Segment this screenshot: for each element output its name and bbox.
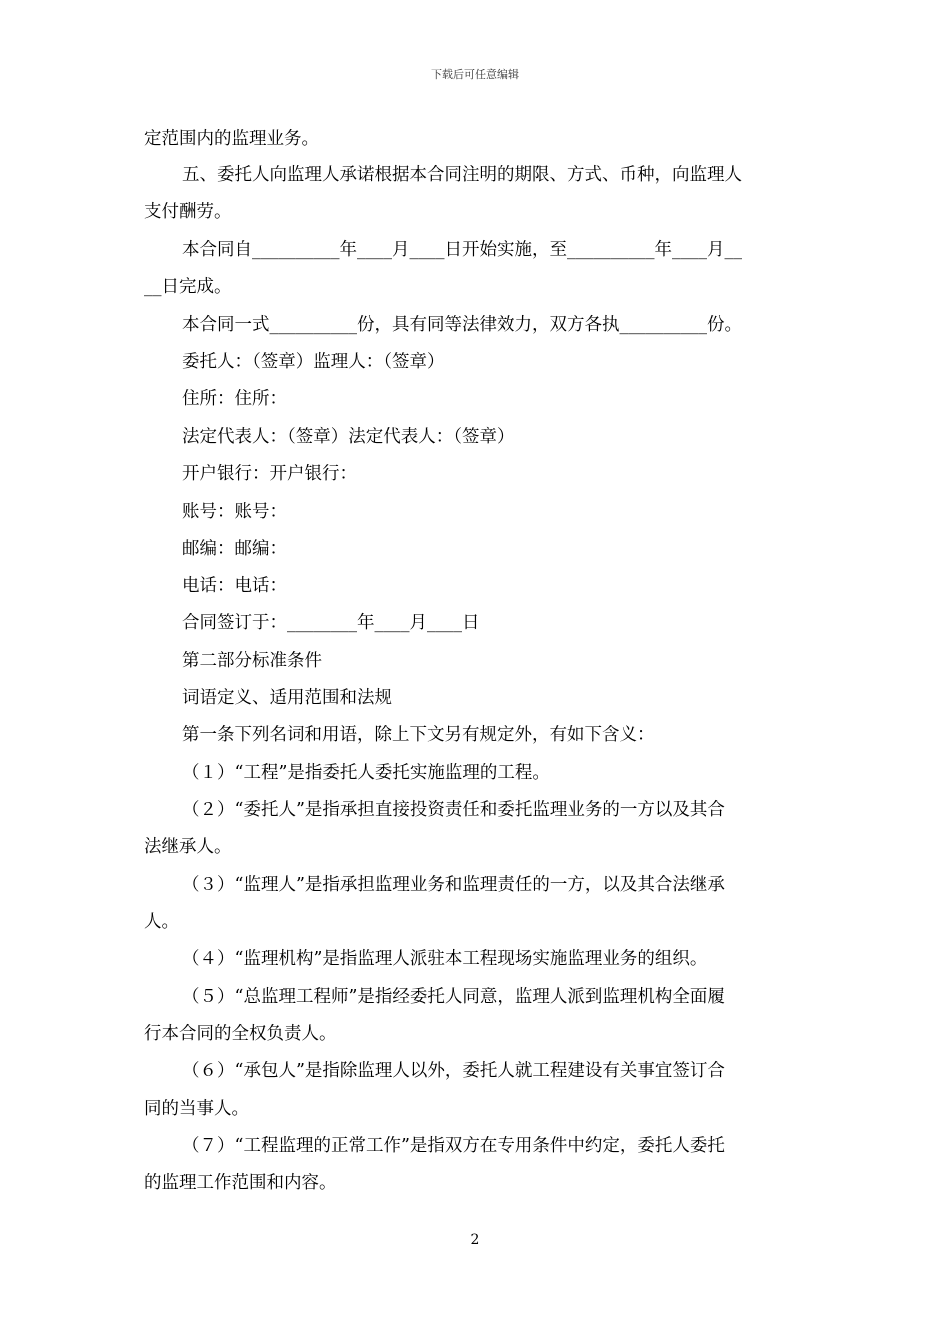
section-subheading: 词语定义、适用范围和法规: [182, 688, 392, 708]
paragraph-line: __日完成。: [144, 277, 232, 297]
paragraph-line: 委托人：（签章）监理人：（签章）: [182, 352, 445, 372]
paragraph-line: 第一条下列名词和用语，除上下文另有规定外，有如下含义：: [182, 725, 655, 745]
page-header: 下载后可任意编辑: [431, 68, 519, 81]
paragraph-line: 合同签订于：________年____月____日: [182, 613, 480, 633]
paragraph-line: 的监理工作范围和内容。: [144, 1173, 337, 1193]
definition-item: （３）“监理人”是指承担监理业务和监理责任的一方，以及其合法继承: [182, 875, 725, 895]
paragraph-line: 本合同一式__________份，具有同等法律效力，双方各执__________份。: [182, 315, 742, 335]
paragraph-line: 支付酬劳。: [144, 202, 232, 222]
paragraph-line: 行本合同的全权负责人。: [144, 1024, 337, 1044]
paragraph-line: 定范围内的监理业务。: [144, 129, 319, 149]
paragraph-line: 人。: [144, 912, 179, 932]
definition-item: （１）“工程”是指委托人委托实施监理的工程。: [182, 763, 550, 783]
paragraph-line: 开户银行：开户银行：: [182, 464, 357, 484]
definition-item: （６）“承包人”是指除监理人以外，委托人就工程建设有关事宜签订合: [182, 1061, 725, 1081]
section-heading: 第二部分标准条件: [182, 651, 322, 671]
paragraph-line: 住所：住所：: [182, 389, 287, 409]
paragraph-line: 五、委托人向监理人承诺根据本合同注明的期限、方式、币种，向监理人: [182, 165, 742, 185]
paragraph-line: 法继承人。: [144, 837, 232, 857]
paragraph-line: 账号：账号：: [182, 502, 287, 522]
paragraph-line: 本合同自__________年____月____日开始实施，至__________年____月__: [182, 240, 742, 260]
paragraph-line: 同的当事人。: [144, 1099, 249, 1119]
paragraph-line: 电话：电话：: [182, 576, 287, 596]
paragraph-line: 邮编：邮编：: [182, 539, 287, 559]
page-number: 2: [470, 1232, 480, 1248]
definition-item: （５）“总监理工程师”是指经委托人同意，监理人派到监理机构全面履: [182, 987, 725, 1007]
definition-item: （４）“监理机构”是指监理人派驻本工程现场实施监理业务的组织。: [182, 949, 708, 969]
definition-item: （７）“工程监理的正常工作”是指双方在专用条件中约定，委托人委托: [182, 1136, 725, 1156]
paragraph-line: 法定代表人：（签章）法定代表人：（签章）: [182, 427, 515, 447]
definition-item: （２）“委托人”是指承担直接投资责任和委托监理业务的一方以及其合: [182, 800, 725, 820]
